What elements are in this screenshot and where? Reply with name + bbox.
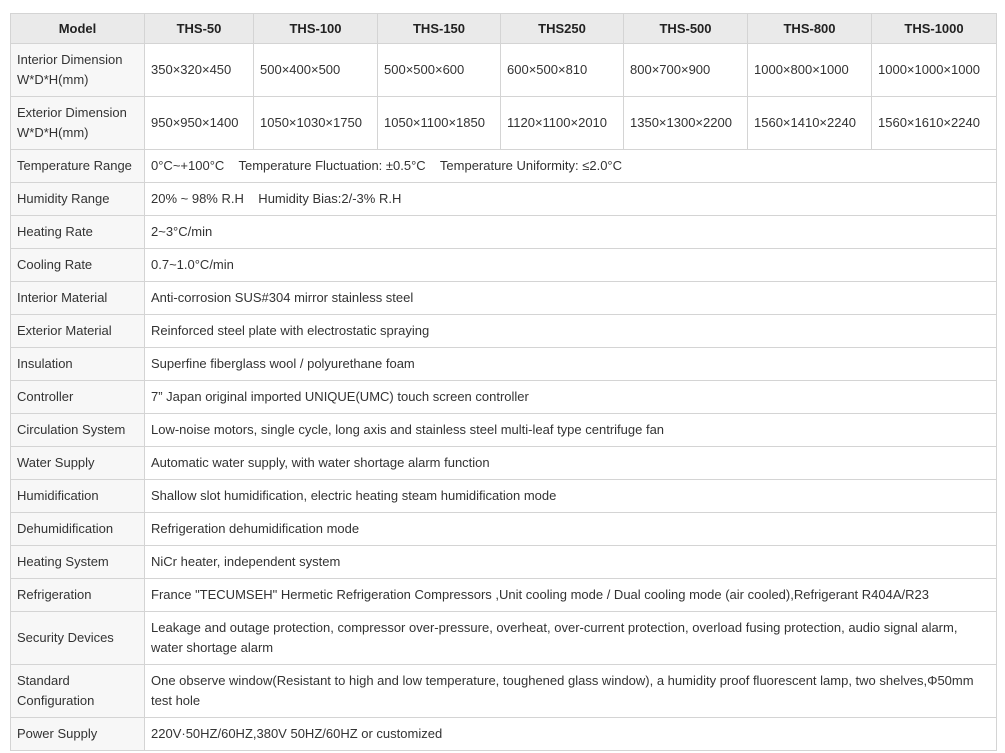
header-row: [11, 14, 997, 44]
table-row-interior-material: [11, 282, 997, 315]
table-cell: 1350×1300×2200: [624, 97, 748, 150]
table-row-water-supply: [11, 447, 997, 480]
table-row-refrigeration: [11, 579, 997, 612]
table-cell: 1000×1000×1000: [872, 44, 997, 97]
row-value: Leakage and outage protection, compressor over-pressure, overheat, over-current protection, overload fusing protection, audio signal alarm, water shortage alarm: [145, 612, 997, 665]
header-ths-500: THS-500: [624, 14, 748, 44]
header-model: Model: [11, 14, 145, 44]
table-cell: 1120×1100×2010: [501, 97, 624, 150]
table-cell: 1560×1610×2240: [872, 97, 997, 150]
row-label: Security Devices: [11, 612, 145, 665]
row-label: Humidification: [11, 480, 145, 513]
header-ths250: THS250: [501, 14, 624, 44]
row-label: Water Supply: [11, 447, 145, 480]
row-label: Dehumidification: [11, 513, 145, 546]
row-value: Anti-corrosion SUS#304 mirror stainless steel: [145, 282, 997, 315]
table-row-interior-dimension: [11, 44, 997, 97]
table-row-insulation: [11, 348, 997, 381]
row-value: Low-noise motors, single cycle, long axis and stainless steel multi-leaf type centrifuge fan: [145, 414, 997, 447]
header-ths-150: THS-150: [378, 14, 501, 44]
row-value: 7” Japan original imported UNIQUE(UMC) touch screen controller: [145, 381, 997, 414]
header-ths-100: THS-100: [254, 14, 378, 44]
row-value: Superfine fiberglass wool / polyurethane foam: [145, 348, 997, 381]
row-value: France "TECUMSEH" Hermetic Refrigeration Compressors ,Unit cooling mode / Dual cooling mode (air cooled),Refrigerant R404A/R23: [145, 579, 997, 612]
table-row-cooling-rate: [11, 249, 997, 282]
row-value: One observe window(Resistant to high and low temperature, toughened glass window), a humidity proof fluorescent lamp, two shelves,Φ50mm test hole: [145, 665, 997, 718]
row-label: Exterior Dimension W*D*H(mm): [11, 97, 145, 150]
table-cell: 1050×1100×1850: [378, 97, 501, 150]
table-cell: 1050×1030×1750: [254, 97, 378, 150]
row-label: Temperature Range: [11, 150, 145, 183]
table-cell: 800×700×900: [624, 44, 748, 97]
table-row-exterior-material: [11, 315, 997, 348]
row-value: 20% ~ 98% R.H Humidity Bias:2/-3% R.H: [145, 183, 997, 216]
header-ths-1000: THS-1000: [872, 14, 997, 44]
table-cell: 350×320×450: [145, 44, 254, 97]
spec-table-container: [10, 13, 996, 751]
table-cell: 500×400×500: [254, 44, 378, 97]
row-value: NiCr heater, independent system: [145, 546, 997, 579]
table-row-circulation-system: [11, 414, 997, 447]
table-row-humidity-range: [11, 183, 997, 216]
row-label: Circulation System: [11, 414, 145, 447]
row-label: Humidity Range: [11, 183, 145, 216]
row-label: Refrigeration: [11, 579, 145, 612]
table-row-dehumidification: [11, 513, 997, 546]
table-cell: 1560×1410×2240: [748, 97, 872, 150]
table-row-security-devices: [11, 612, 997, 665]
row-value: Refrigeration dehumidification mode: [145, 513, 997, 546]
table-row-power-supply: [11, 718, 997, 751]
row-label: Heating System: [11, 546, 145, 579]
row-value: Reinforced steel plate with electrostatic spraying: [145, 315, 997, 348]
table-row-heating-system: [11, 546, 997, 579]
row-value: 0.7~1.0°C/min: [145, 249, 997, 282]
table-cell: 1000×800×1000: [748, 44, 872, 97]
table-row-controller: [11, 381, 997, 414]
row-value: 2~3°C/min: [145, 216, 997, 249]
table-row-exterior-dimension: [11, 97, 997, 150]
header-ths-800: THS-800: [748, 14, 872, 44]
row-label: Power Supply: [11, 718, 145, 751]
row-value: 220V·50HZ/60HZ,380V 50HZ/60HZ or customized: [145, 718, 997, 751]
row-label: Heating Rate: [11, 216, 145, 249]
row-value: Shallow slot humidification, electric heating steam humidification mode: [145, 480, 997, 513]
row-label: Interior Material: [11, 282, 145, 315]
table-row-humidification: [11, 480, 997, 513]
row-label: Standard Configuration: [11, 665, 145, 718]
row-label: Cooling Rate: [11, 249, 145, 282]
table-row-heating-rate: [11, 216, 997, 249]
table-row-standard-configuration: [11, 665, 997, 718]
spec-table: [10, 13, 997, 751]
row-value: Automatic water supply, with water shortage alarm function: [145, 447, 997, 480]
table-cell: 500×500×600: [378, 44, 501, 97]
row-label: Exterior Material: [11, 315, 145, 348]
table-cell: 600×500×810: [501, 44, 624, 97]
table-row-temperature-range: [11, 150, 997, 183]
row-label: Controller: [11, 381, 145, 414]
table-cell: 950×950×1400: [145, 97, 254, 150]
row-value: 0°C~+100°C Temperature Fluctuation: ±0.5°C Temperature Uniformity: ≤2.0°C: [145, 150, 997, 183]
header-ths-50: THS-50: [145, 14, 254, 44]
row-label: Insulation: [11, 348, 145, 381]
row-label: Interior Dimension W*D*H(mm): [11, 44, 145, 97]
